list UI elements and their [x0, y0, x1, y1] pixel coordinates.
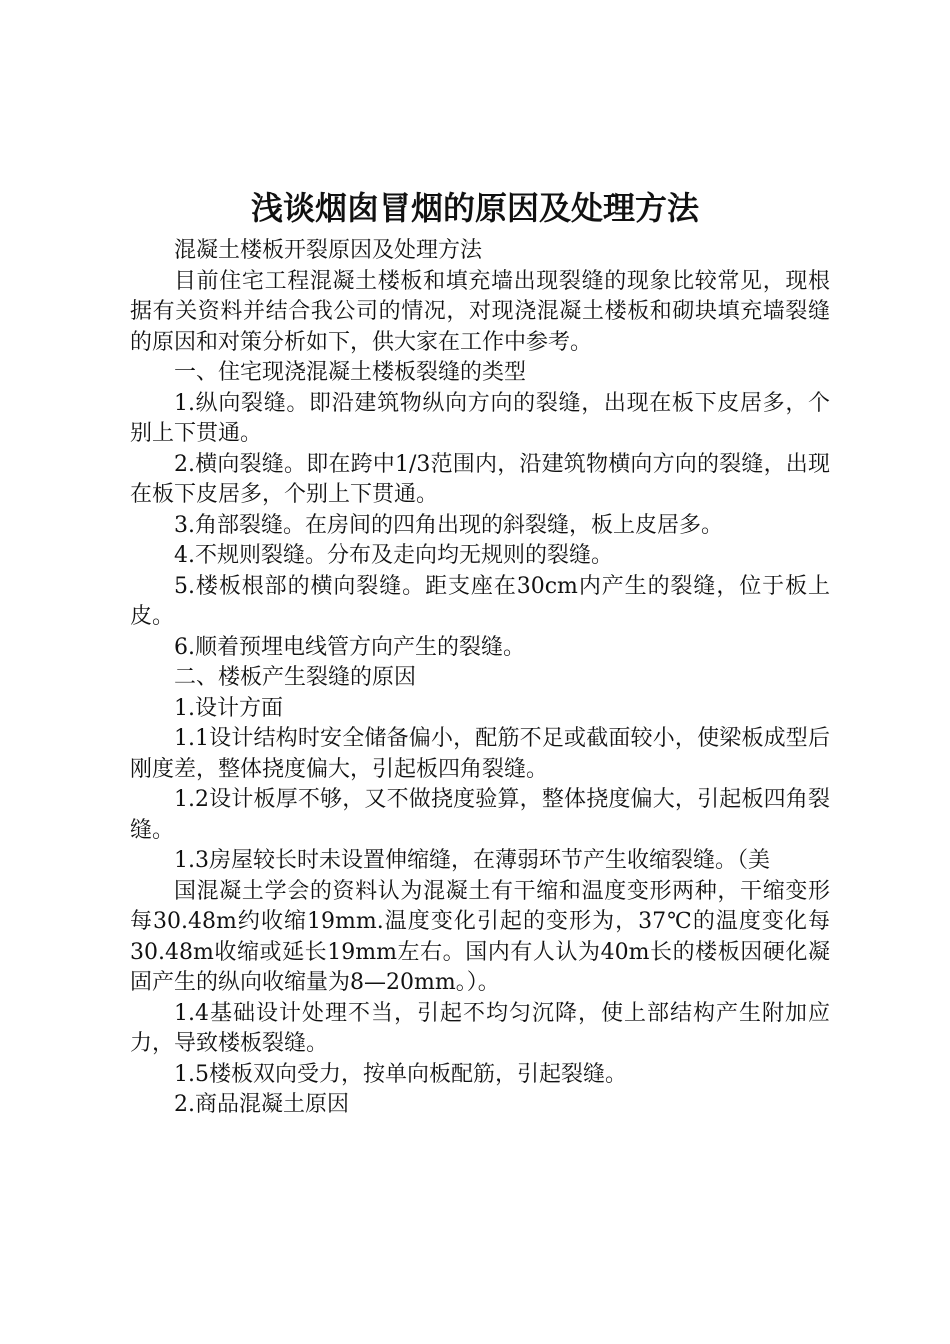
section-heading-crack-types: 一、住宅现浇混凝土楼板裂缝的类型 [174, 360, 527, 385]
paragraph-item: 国混凝土学会的资料认为混凝土有干缩和温度变形两种，干缩变形每30.48m约收缩19mm.温度变化引起的变形为，37℃的温度变化每30.48m收缩或延长19mm左右。国内有人认为40m长的楼板因硬化凝固产生的纵向收缩量为8—20mm。）。 [130, 878, 830, 995]
subsection-heading-design: 1.设计方面 [174, 695, 283, 721]
document-body [130, 236, 830, 1121]
paragraph-item: 1.2设计板厚不够，又不做挠度验算，整体挠度偏大，引起板四角裂缝。 [130, 787, 830, 843]
paragraph-item: 1.4基础设计处理不当，引起不均匀沉降，使上部结构产生附加应力，导致楼板裂缝。 [130, 1000, 830, 1056]
paragraph-item: 1.纵向裂缝。即沿建筑物纵向方向的裂缝，出现在板下皮居多，个别上下贯通。 [130, 390, 830, 446]
paragraph-item: 1.3房屋较长时未设置伸缩缝，在薄弱环节产生收缩裂缝。（美 [174, 848, 770, 873]
paragraph-item: 1.5楼板双向受力，按单向板配筋，引起裂缝。 [174, 1061, 627, 1087]
section-heading-crack-causes: 二、楼板产生裂缝的原因 [174, 665, 417, 690]
document-title: 浅谈烟囱冒烟的原因及处理方法 [250, 189, 699, 227]
subsection-heading-concrete: 2.商品混凝土原因 [174, 1092, 349, 1117]
paragraph-item: 5.楼板根部的横向裂缝。距支座在30cm内产生的裂缝，位于板上皮。 [130, 573, 830, 629]
paragraph-item: 2.横向裂缝。即在跨中1/3范围内，沿建筑物横向方向的裂缝，出现在板下皮居多，个别上下贯通。 [130, 451, 830, 507]
paragraph-item: 6.顺着预埋电线管方向产生的裂缝。 [174, 634, 525, 660]
paragraph-intro: 目前住宅工程混凝土楼板和填充墙出现裂缝的现象比较常见，现根据有关资料并结合我公司的情况，对现浇混凝土楼板和砌块填充墙裂缝的原因和对策分析如下，供大家在工作中参考。 [130, 268, 830, 355]
paragraph-heading: 混凝土楼板开裂原因及处理方法 [174, 238, 483, 263]
paragraph-item: 3.角部裂缝。在房间的四角出现的斜裂缝，板上皮居多。 [174, 512, 723, 538]
paragraph-item: 1.1设计结构时安全储备偏小，配筋不足或截面较小，使梁板成型后刚度差，整体挠度偏大，引起板四角裂缝。 [130, 726, 830, 782]
paragraph-item: 4.不规则裂缝。分布及走向均无规则的裂缝。 [174, 543, 613, 568]
